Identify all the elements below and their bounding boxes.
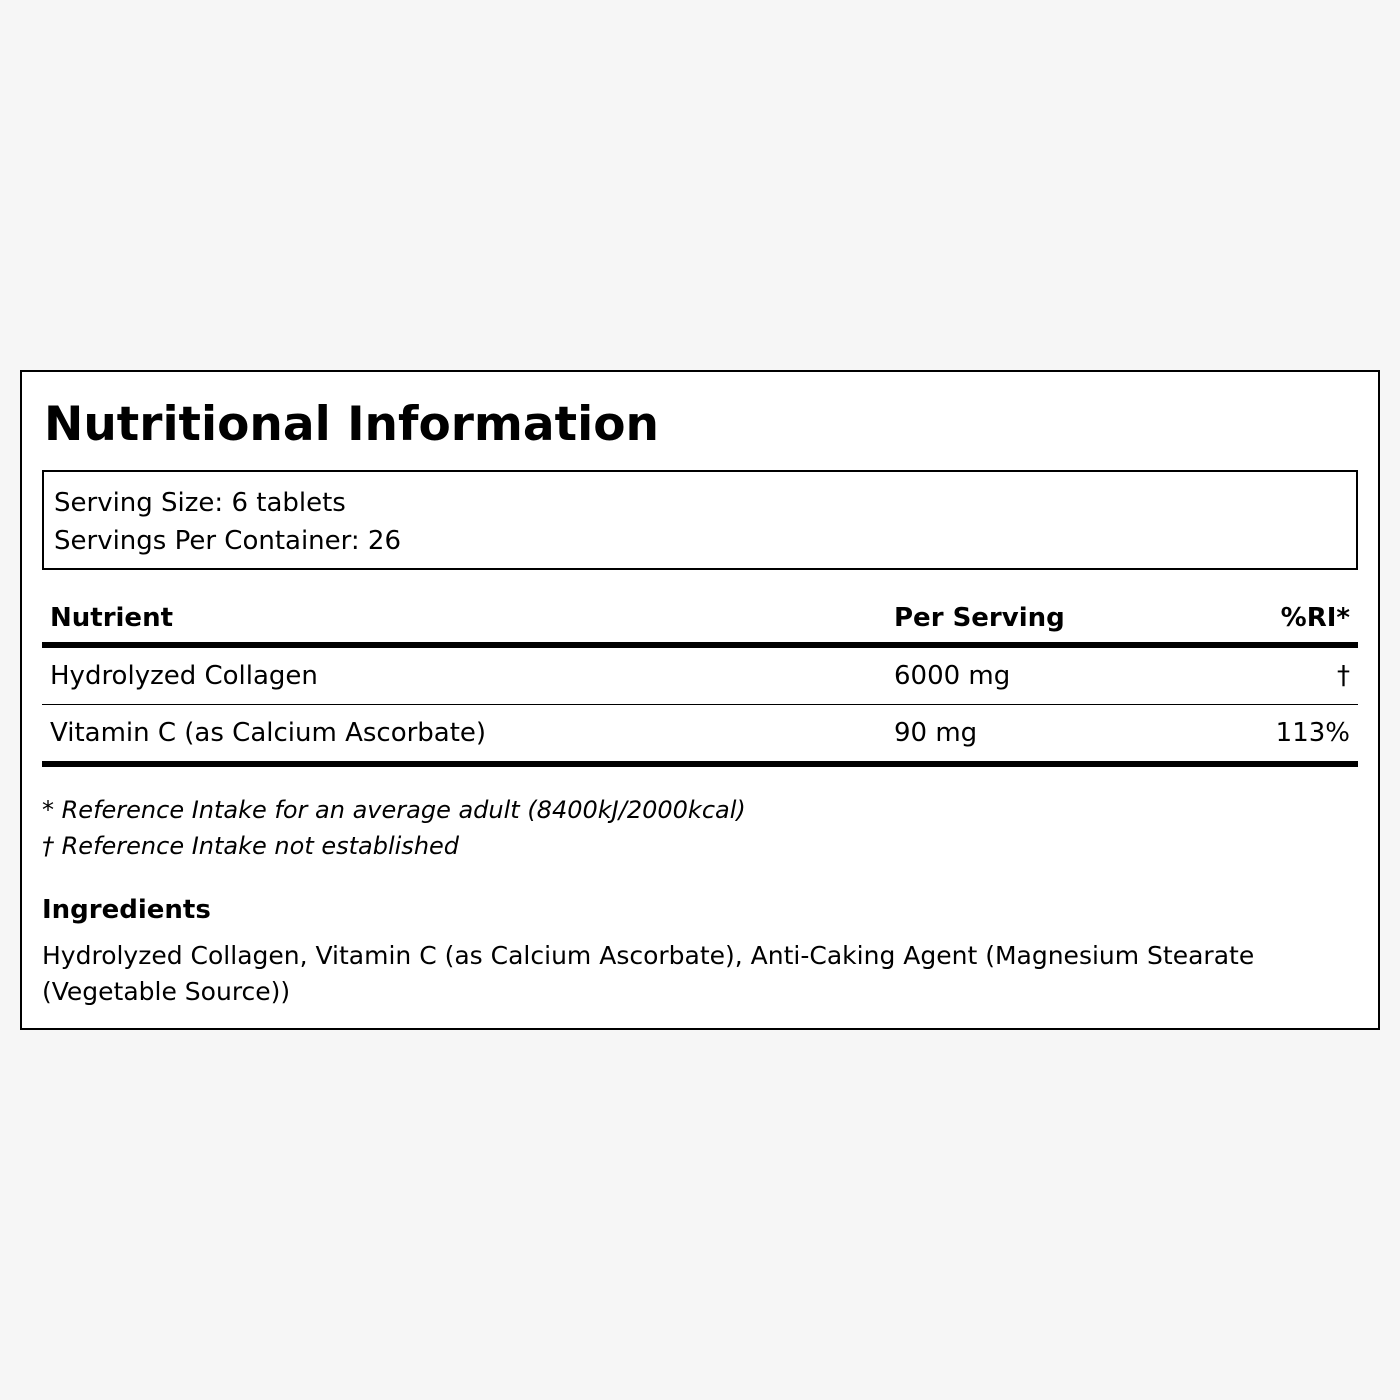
ingredients-text: Hydrolyzed Collagen, Vitamin C (as Calcium Ascorbate), Anti-Caking Agent (Magnesium Stearate (Vegetable Source)) (42, 941, 1255, 1006)
header-per-serving: Per Serving (886, 594, 1232, 645)
table-header-row (42, 594, 1358, 645)
nutrient-per-serving: 6000 mg (886, 645, 1232, 705)
table-row (42, 645, 1358, 705)
nutrient-ri: 113% (1232, 705, 1358, 765)
header-ri: %RI* (1232, 594, 1358, 645)
footnote-reference-intake: * Reference Intake for an average adult (8400kJ/2000kcal) (42, 796, 746, 824)
nutrient-name: Hydrolyzed Collagen (42, 645, 886, 705)
header-nutrient: Nutrient (42, 594, 886, 645)
nutrient-ri: † (1232, 645, 1358, 705)
label-title: Nutritional Information (44, 397, 659, 452)
ingredients-heading: Ingredients (42, 895, 211, 925)
nutrient-name: Vitamin C (as Calcium Ascorbate) (42, 705, 886, 765)
servings-per-container: Servings Per Container: 26 (54, 526, 402, 556)
serving-size: Serving Size: 6 tablets (54, 488, 346, 518)
nutrition-label-panel (20, 370, 1380, 1030)
nutrient-per-serving: 90 mg (886, 705, 1232, 765)
nutrient-table (42, 594, 1358, 767)
footnote-not-established: † Reference Intake not established (42, 832, 460, 860)
serving-info-box (42, 470, 1358, 570)
table-row (42, 705, 1358, 765)
footnotes (42, 792, 1358, 864)
